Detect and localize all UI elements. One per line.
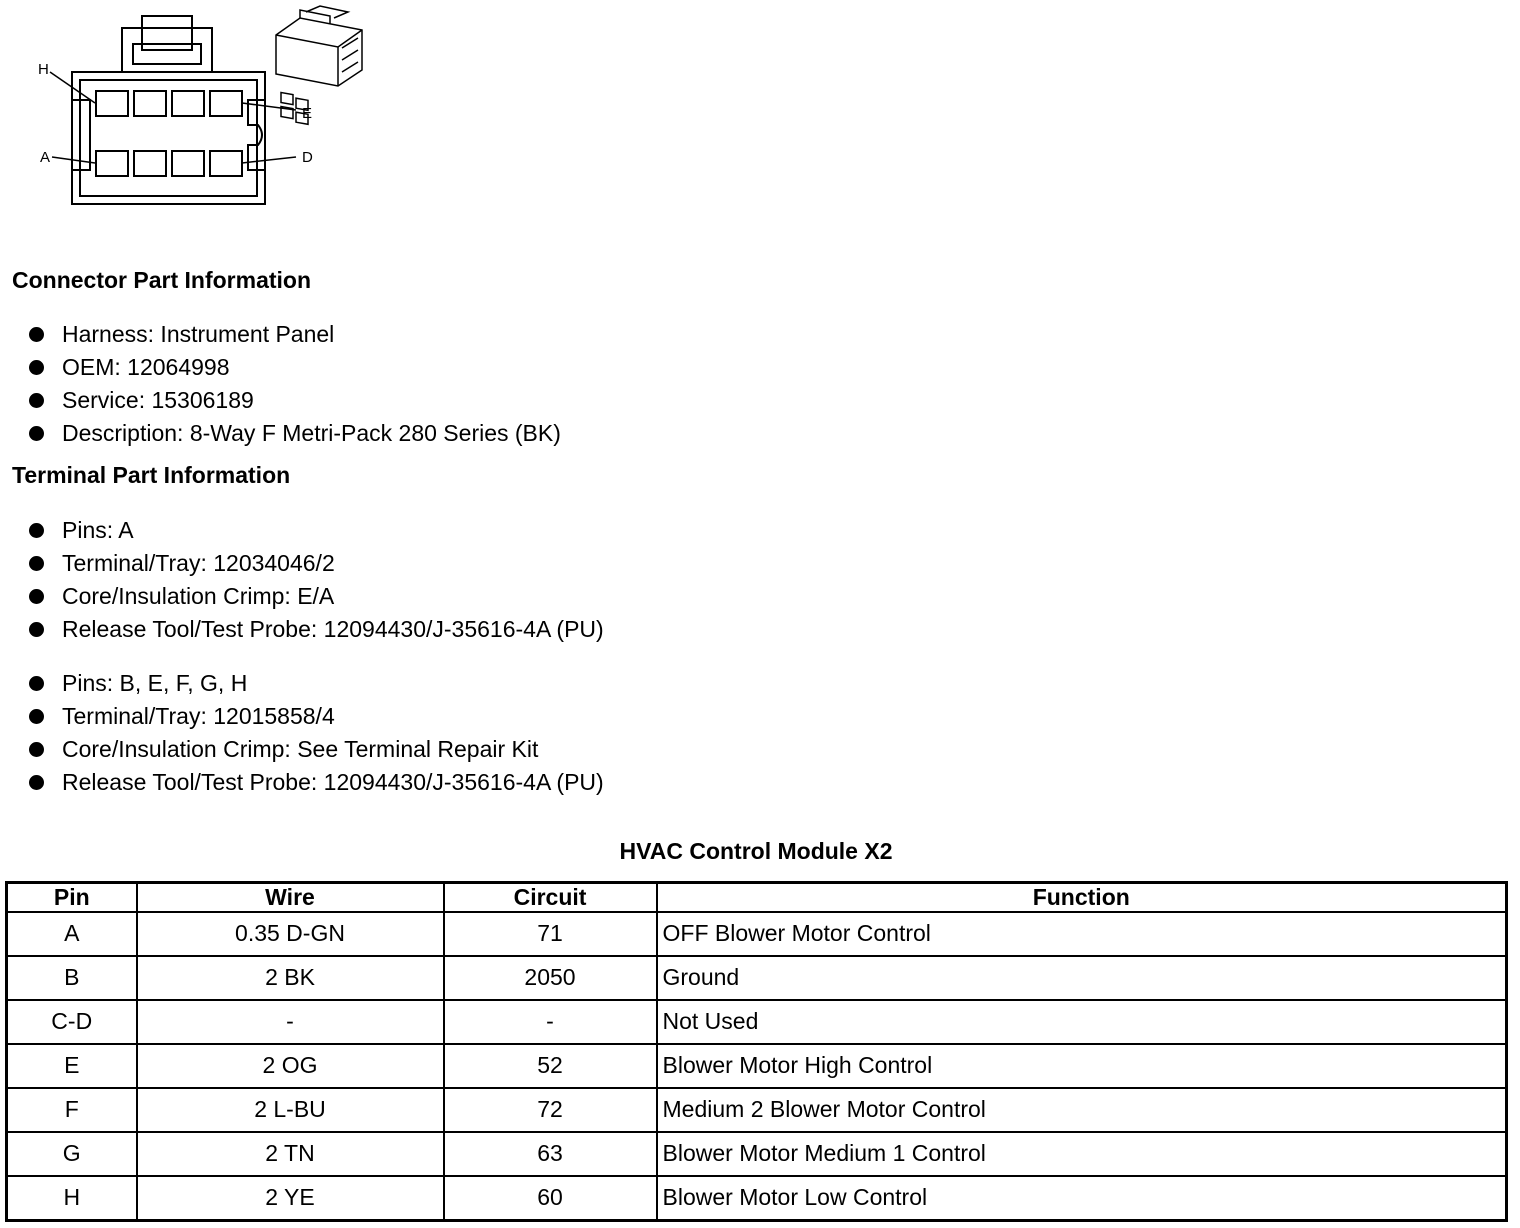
connector-part-heading: Connector Part Information	[12, 267, 312, 293]
pinout-table	[5, 881, 1508, 1222]
cavity-c	[172, 151, 204, 176]
cell-function: Not Used	[657, 1000, 1507, 1044]
bullet-icon	[29, 775, 44, 790]
terminal-part-list-1	[0, 514, 604, 646]
cell-wire: 2 BK	[137, 956, 444, 1000]
table-header-row	[7, 883, 1507, 913]
bullet-icon	[29, 523, 44, 538]
list-item: Release Tool/Test Probe: 12094430/J-35616-4A (PU)	[0, 766, 604, 799]
list-item: Core/Insulation Crimp: E/A	[0, 580, 604, 613]
list-item: Description: 8-Way F Metri-Pack 280 Series (BK)	[0, 417, 561, 450]
table-row	[7, 1044, 1507, 1088]
terminal-part-list-2	[0, 667, 604, 799]
cavity-f	[172, 91, 204, 116]
cell-function: Ground	[657, 956, 1507, 1000]
cell-wire: 0.35 D-GN	[137, 912, 444, 956]
list-item: Service: 15306189	[0, 384, 561, 417]
header-function: Function	[657, 883, 1507, 913]
cell-wire: 2 OG	[137, 1044, 444, 1088]
cell-circuit: 71	[444, 912, 657, 956]
cell-circuit: 52	[444, 1044, 657, 1088]
table-row	[7, 1000, 1507, 1044]
connector-3d-sketch	[276, 6, 362, 124]
list-item: Pins: B, E, F, G, H	[0, 667, 604, 700]
cell-function: Blower Motor High Control	[657, 1044, 1507, 1088]
cell-wire: 2 YE	[137, 1176, 444, 1221]
cell-pin: H	[7, 1176, 137, 1221]
cell-pin: F	[7, 1088, 137, 1132]
table-row	[7, 1132, 1507, 1176]
cavity-g	[134, 91, 166, 116]
cavity-h	[96, 91, 128, 116]
cell-function: Medium 2 Blower Motor Control	[657, 1088, 1507, 1132]
table-row	[7, 1088, 1507, 1132]
header-pin: Pin	[7, 883, 137, 913]
cavity-d	[210, 151, 242, 176]
connector-diagram	[0, 0, 380, 215]
bullet-icon	[29, 360, 44, 375]
list-item: OEM: 12064998	[0, 351, 561, 384]
cell-pin: C-D	[7, 1000, 137, 1044]
table-title: HVAC Control Module X2	[619, 838, 893, 864]
bullet-icon	[29, 742, 44, 757]
leader-a	[52, 157, 95, 163]
bullet-icon	[29, 327, 44, 342]
bullet-icon	[29, 556, 44, 571]
bullet-icon	[29, 426, 44, 441]
table-row	[7, 1176, 1507, 1221]
cell-wire: 2 L-BU	[137, 1088, 444, 1132]
cell-pin: G	[7, 1132, 137, 1176]
bullet-icon	[29, 589, 44, 604]
bullet-icon	[29, 393, 44, 408]
list-item: Terminal/Tray: 12015858/4	[0, 700, 604, 733]
pin-label-d: D	[302, 149, 313, 166]
cell-pin: B	[7, 956, 137, 1000]
pin-label-e: E	[302, 105, 313, 122]
cell-wire: 2 TN	[137, 1132, 444, 1176]
list-item: Harness: Instrument Panel	[0, 318, 561, 351]
bullet-icon	[29, 709, 44, 724]
cell-pin: A	[7, 912, 137, 956]
cell-circuit: -	[444, 1000, 657, 1044]
cavity-a	[96, 151, 128, 176]
cavity-b	[134, 151, 166, 176]
connector-part-list	[0, 318, 561, 450]
pin-label-a: A	[40, 149, 51, 166]
list-item: Pins: A	[0, 514, 604, 547]
cell-circuit: 2050	[444, 956, 657, 1000]
cavity-e	[210, 91, 242, 116]
bullet-icon	[29, 676, 44, 691]
cell-function: OFF Blower Motor Control	[657, 912, 1507, 956]
cell-circuit: 63	[444, 1132, 657, 1176]
table-row	[7, 912, 1507, 956]
pin-label-h: H	[38, 61, 49, 78]
cell-circuit: 60	[444, 1176, 657, 1221]
cell-function: Blower Motor Medium 1 Control	[657, 1132, 1507, 1176]
cell-pin: E	[7, 1044, 137, 1088]
cell-circuit: 72	[444, 1088, 657, 1132]
header-circuit: Circuit	[444, 883, 657, 913]
bullet-icon	[29, 622, 44, 637]
list-item: Terminal/Tray: 12034046/2	[0, 547, 604, 580]
cell-function: Blower Motor Low Control	[657, 1176, 1507, 1221]
list-item: Release Tool/Test Probe: 12094430/J-35616-4A (PU)	[0, 613, 604, 646]
table-row	[7, 956, 1507, 1000]
terminal-part-heading: Terminal Part Information	[12, 462, 291, 488]
header-wire: Wire	[137, 883, 444, 913]
list-item: Core/Insulation Crimp: See Terminal Repair Kit	[0, 733, 604, 766]
cell-wire: -	[137, 1000, 444, 1044]
leader-d	[242, 157, 296, 163]
